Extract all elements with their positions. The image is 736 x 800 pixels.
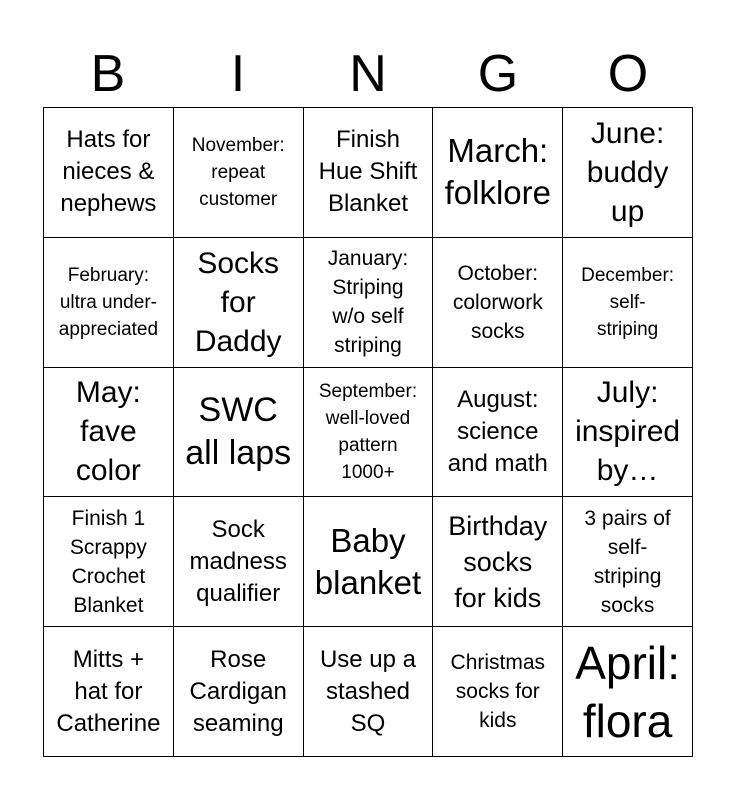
- cell-text: Mitts + hat for Catherine: [56, 645, 161, 737]
- header-letter-o: O: [607, 45, 649, 103]
- cell-text: Use up a stashed SQ: [319, 645, 417, 737]
- bingo-cell[interactable]: [433, 497, 563, 627]
- bingo-cell[interactable]: [433, 108, 563, 238]
- bingo-cell[interactable]: [563, 627, 693, 757]
- bingo-cell[interactable]: [44, 108, 174, 238]
- cell-text: 3 pairs of self- striping socks: [584, 506, 671, 617]
- cell-text: November: repeat customer: [191, 134, 285, 210]
- bingo-cell[interactable]: [304, 238, 434, 368]
- header-letter-i: I: [230, 45, 246, 103]
- cell-text: Hats for nieces & nephews: [60, 126, 157, 218]
- header-letter-n: N: [349, 45, 387, 103]
- bingo-header: [43, 40, 693, 108]
- header-letter-b: B: [90, 45, 126, 103]
- bingo-cell[interactable]: [563, 368, 693, 498]
- cell-text: September: well-loved pattern 1000+: [318, 380, 418, 483]
- bingo-cell[interactable]: [44, 627, 174, 757]
- bingo-cell[interactable]: [44, 238, 174, 368]
- cell-text: SWC all laps: [185, 390, 292, 472]
- bingo-cell[interactable]: [304, 108, 434, 238]
- bingo-cell[interactable]: [433, 627, 563, 757]
- cell-text: October: colorwork socks: [452, 261, 543, 343]
- bingo-cell[interactable]: [304, 627, 434, 757]
- bingo-cell[interactable]: [563, 497, 693, 627]
- bingo-cell[interactable]: [174, 368, 304, 498]
- cell-text: June: buddy up: [586, 116, 669, 228]
- bingo-cell[interactable]: [44, 497, 174, 627]
- bingo-cell[interactable]: [304, 497, 434, 627]
- cell-text: Socks for Daddy: [194, 246, 282, 358]
- header-letter-g: G: [477, 45, 519, 103]
- cell-text: Finish Hue Shift Blanket: [318, 126, 418, 218]
- bingo-cell[interactable]: [174, 497, 304, 627]
- cell-text: May: fave color: [75, 376, 141, 488]
- cell-text: Rose Cardigan seaming: [189, 645, 287, 737]
- bingo-cell[interactable]: [563, 108, 693, 238]
- cell-text: January: Striping w/o self striping: [327, 247, 409, 358]
- cell-text: Christmas socks for kids: [450, 651, 546, 733]
- bingo-cell[interactable]: [433, 368, 563, 498]
- cell-text: March: folklore: [444, 132, 551, 212]
- bingo-cell[interactable]: [304, 368, 434, 498]
- bingo-board: [43, 107, 693, 757]
- bingo-cell[interactable]: [174, 627, 304, 757]
- bingo-cell[interactable]: [563, 238, 693, 368]
- cell-text: July: inspired by…: [575, 376, 681, 488]
- bingo-cell[interactable]: [174, 108, 304, 238]
- cell-text: April: flora: [575, 636, 680, 747]
- bingo-cell[interactable]: [174, 238, 304, 368]
- cell-text: August: science and math: [447, 385, 548, 477]
- cell-text: Birthday socks for kids: [448, 510, 548, 613]
- bingo-cell[interactable]: [433, 238, 563, 368]
- cell-text: Sock madness qualifier: [189, 515, 287, 607]
- cell-text: Finish 1 Scrappy Crochet Blanket: [69, 506, 147, 617]
- cell-text: Baby blanket: [314, 521, 422, 601]
- cell-text: February: ultra under- appreciated: [58, 264, 159, 340]
- bingo-cell[interactable]: [44, 368, 174, 498]
- cell-text: December: self- striping: [581, 264, 675, 340]
